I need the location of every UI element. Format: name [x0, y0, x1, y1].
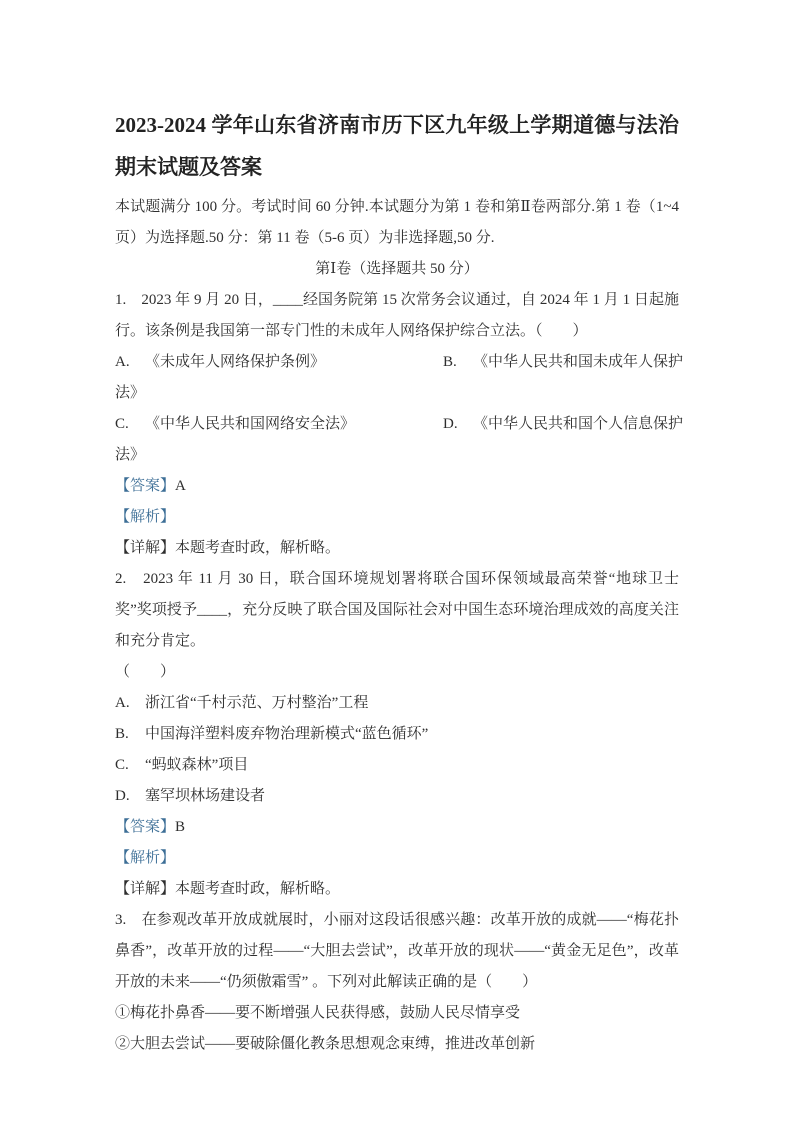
question-2-answer-line	[115, 812, 679, 843]
option-a	[115, 688, 679, 719]
question-1-option-row-ab	[115, 347, 684, 378]
option-d-text: 塞罕坝林场建设者	[145, 788, 266, 804]
question-1-detail-line	[115, 533, 679, 564]
exam-title: 2023-2024 学年山东省济南市历下区九年级上学期道德与法治期末试题及答案	[115, 113, 679, 179]
answer-label: 【答案】	[115, 819, 176, 835]
option-a-text: 浙江省“千村示范、万村整治”工程	[145, 695, 369, 711]
question-1-answer-line	[115, 471, 679, 502]
option-c-label: C.	[115, 416, 129, 432]
option-b-wrap: 法》	[115, 385, 146, 401]
question-2	[115, 564, 679, 905]
answer-label: 【答案】	[115, 478, 176, 494]
question-2-analysis-line	[115, 843, 679, 874]
question-1	[115, 285, 684, 564]
question-3-statement-2: ②大胆去尝试——要破除僵化教条思想观念束缚，推进改革创新	[115, 1036, 536, 1052]
page-content	[115, 104, 684, 1060]
question-1-option-row-cd	[115, 409, 684, 440]
option-d	[115, 781, 679, 812]
question-3-statement-1: ①梅花扑鼻香——要不断增强人民获得感，鼓励人民尽情享受	[115, 1005, 521, 1021]
option-b-text: 《中华人民共和国未成年人保护	[473, 354, 684, 370]
section-header: 第Ⅰ卷（选择题共 50 分）	[315, 261, 479, 277]
option-a	[115, 347, 443, 378]
question-2-choice-bracket: （ ）	[115, 664, 176, 680]
question-3	[115, 905, 679, 1060]
option-d	[443, 409, 683, 440]
question-2-detail-line	[115, 874, 679, 905]
option-d-text: 《中华人民共和国个人信息保护	[473, 416, 684, 432]
option-c-label: C.	[115, 757, 129, 773]
exam-instructions: 本试题满分 100 分。考试时间 60 分钟.本试题分为第 1 卷和第Ⅱ卷两部分.第 1 卷（1~4 页）为选择题.50 分：第 11 卷（5-6 页）为非选择题,50 分.	[115, 199, 679, 246]
option-c	[115, 409, 443, 440]
detail-text: 本题考查时政，解析略。	[175, 881, 341, 897]
option-d-label: D.	[443, 416, 458, 432]
detail-text: 本题考查时政，解析略。	[175, 540, 341, 556]
option-a-label: A.	[115, 354, 130, 370]
option-d-wrap: 法》	[115, 447, 146, 463]
option-d-label: D.	[115, 788, 130, 804]
option-b	[443, 347, 683, 378]
option-c	[115, 750, 679, 781]
analysis-label: 【解析】	[115, 850, 176, 866]
option-a-text: 《未成年人网络保护条例》	[145, 354, 326, 370]
question-1-stem: 1. 2023 年 9 月 20 日，____经国务院第 15 次常务会议通过，自 2024 年 1 月 1 日起施行。该条例是我国第一部专门性的未成年人网络保护综合立法。（ ）	[115, 292, 679, 339]
question-2-stem: 2. 2023 年 11 月 30 日，联合国环境规划署将联合国环保领域最高荣誉“地球卫士奖”奖项授予____，充分反映了联合国及国际社会对中国生态环境治理成效的高度关注和充分肯定。	[115, 571, 679, 649]
option-b-text: 中国海洋塑料废弃物治理新模式“蓝色循环”	[145, 726, 429, 742]
question-3-stem: 3. 在参观改革开放成就展时，小丽对这段话很感兴趣：改革开放的成就——“梅花扑鼻香”，改革开放的过程——“大胆去尝试”，改革开放的现状——“黄金无足色”，改革开放的未来——“仍须傲霜雪” 。下列对此解读正确的是（ ）	[115, 912, 679, 990]
option-a-label: A.	[115, 695, 130, 711]
option-c-text: “蚂蚁森林”项目	[145, 757, 249, 773]
detail-label: 【详解】	[115, 881, 176, 897]
option-b-label: B.	[443, 354, 457, 370]
detail-label: 【详解】	[115, 540, 176, 556]
option-b-label: B.	[115, 726, 129, 742]
analysis-label: 【解析】	[115, 509, 176, 525]
answer-value: A	[175, 478, 186, 494]
option-c-text: 《中华人民共和国网络安全法》	[145, 416, 356, 432]
question-1-analysis-line	[115, 502, 679, 533]
answer-value: B	[175, 819, 186, 835]
option-b	[115, 719, 679, 750]
